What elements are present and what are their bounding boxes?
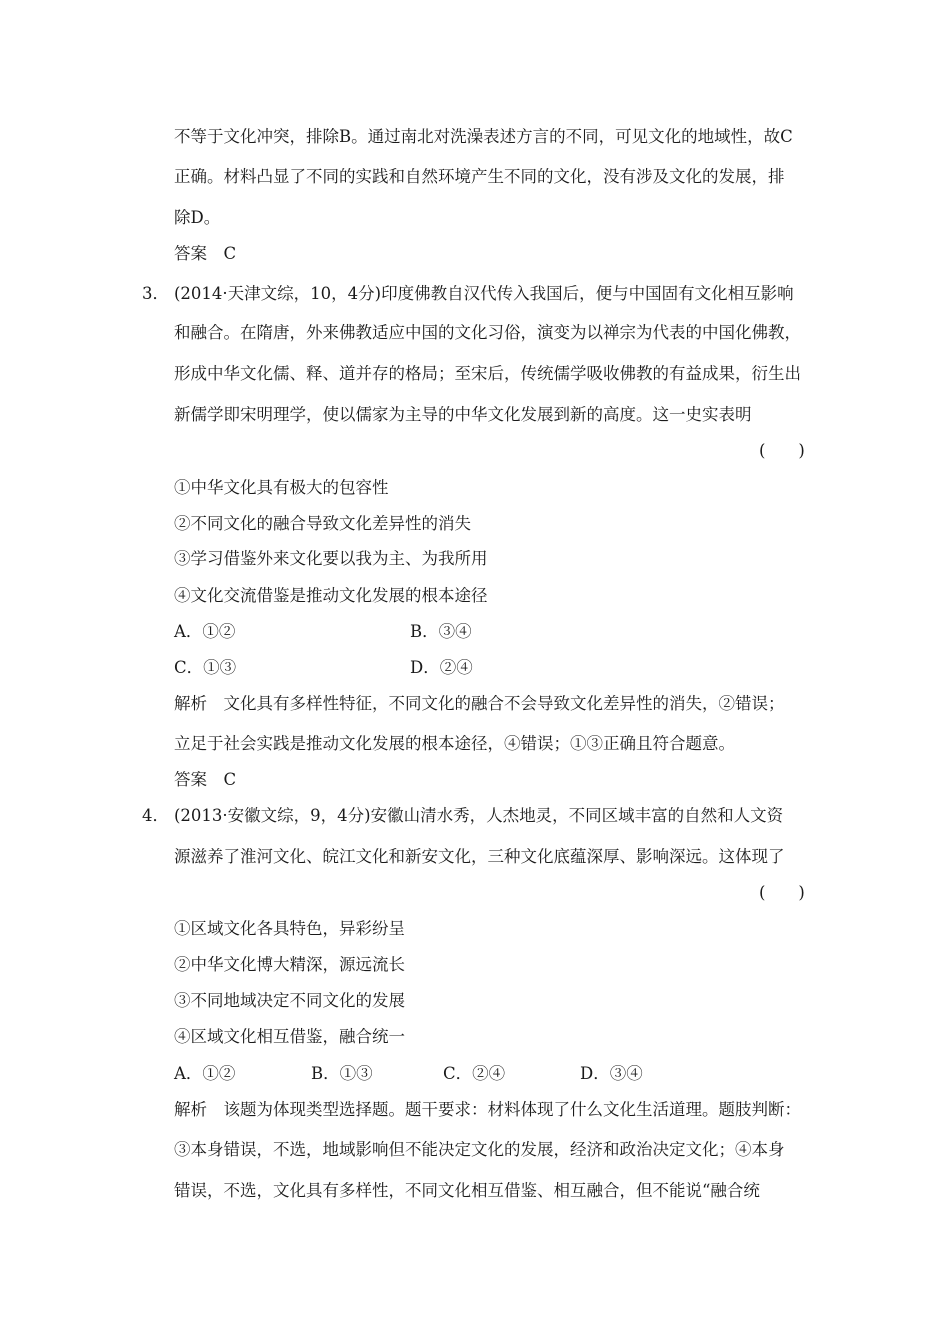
question-number: 4． [142,806,169,825]
answer-blank: ( ) [759,883,805,902]
option-d: D．③④ [580,1064,643,1083]
statement-item: ③学习借鉴外来文化要以我为主、为我所用 [174,549,488,568]
analysis-line: 解析 文化具有多样性特征，不同文化的融合不会导致文化差异性的消失，②错误； [174,694,785,713]
question-stem-line: (2013·安徽文综，9，4分)安徽山清水秀，人杰地灵，不同区域丰富的自然和人文资 [174,806,784,825]
answer-line: 答案 C [174,770,237,789]
option-c: C．②④ [443,1064,506,1083]
question-stem-line: 形成中华文化儒、释、道并存的格局；至宋后，传统儒学吸收佛教的有益成果，衍生出 [174,364,801,383]
statement-item: ②中华文化博大精深，源远流长 [174,955,405,974]
question-stem-line: 和融合。在隋唐，外来佛教适应中国的文化习俗，演变为以禅宗为代表的中国化佛教， [174,323,801,342]
option-c: C．①③ [174,658,237,677]
statement-item: ④文化交流借鉴是推动文化发展的根本途径 [174,586,488,605]
answer-line: 答案 C [174,244,237,263]
answer-blank: ( ) [759,441,805,460]
analysis-line: 错误，不选，文化具有多样性，不同文化相互借鉴、相互融合，但不能说“融合统 [174,1181,760,1200]
question-number: 3． [142,284,169,303]
analysis-line: 不等于文化冲突，排除B。通过南北对洗澡表述方言的不同，可见文化的地域性，故C [174,127,793,146]
analysis-line: 正确。材料凸显了不同的实践和自然环境产生不同的文化，没有涉及文化的发展，排 [174,167,785,186]
statement-item: ③不同地域决定不同文化的发展 [174,991,405,1010]
analysis-line: 解析 该题为体现类型选择题。题干要求：材料体现了什么文化生活道理。题肢判断： [174,1100,801,1119]
option-b: B．③④ [410,622,472,641]
option-a: A．①② [174,622,236,641]
statement-item: ①中华文化具有极大的包容性 [174,478,389,497]
option-a: A．①② [174,1064,236,1083]
statement-item: ④区域文化相互借鉴，融合统一 [174,1027,405,1046]
option-b: B．①③ [311,1064,373,1083]
analysis-line: 立足于社会实践是推动文化发展的根本途径，④错误；①③正确且符合题意。 [174,734,735,753]
statement-item: ②不同文化的融合导致文化差异性的消失 [174,514,471,533]
question-stem-line: 新儒学即宋明理学，使以儒家为主导的中华文化发展到新的高度。这一史实表明 [174,405,752,424]
analysis-line: 除D。 [174,208,221,227]
question-stem-line: (2014·天津文综，10，4分)印度佛教自汉代传入我国后，便与中国固有文化相互影响 [174,284,794,303]
statement-item: ①区域文化各具特色，异彩纷呈 [174,919,405,938]
question-stem-line: 源滋养了淮河文化、皖江文化和新安文化，三种文化底蕴深厚、影响深远。这体现了 [174,847,785,866]
option-d: D．②④ [410,658,473,677]
analysis-line: ③本身错误，不选，地域影响但不能决定文化的发展，经济和政治决定文化；④本身 [174,1140,785,1159]
